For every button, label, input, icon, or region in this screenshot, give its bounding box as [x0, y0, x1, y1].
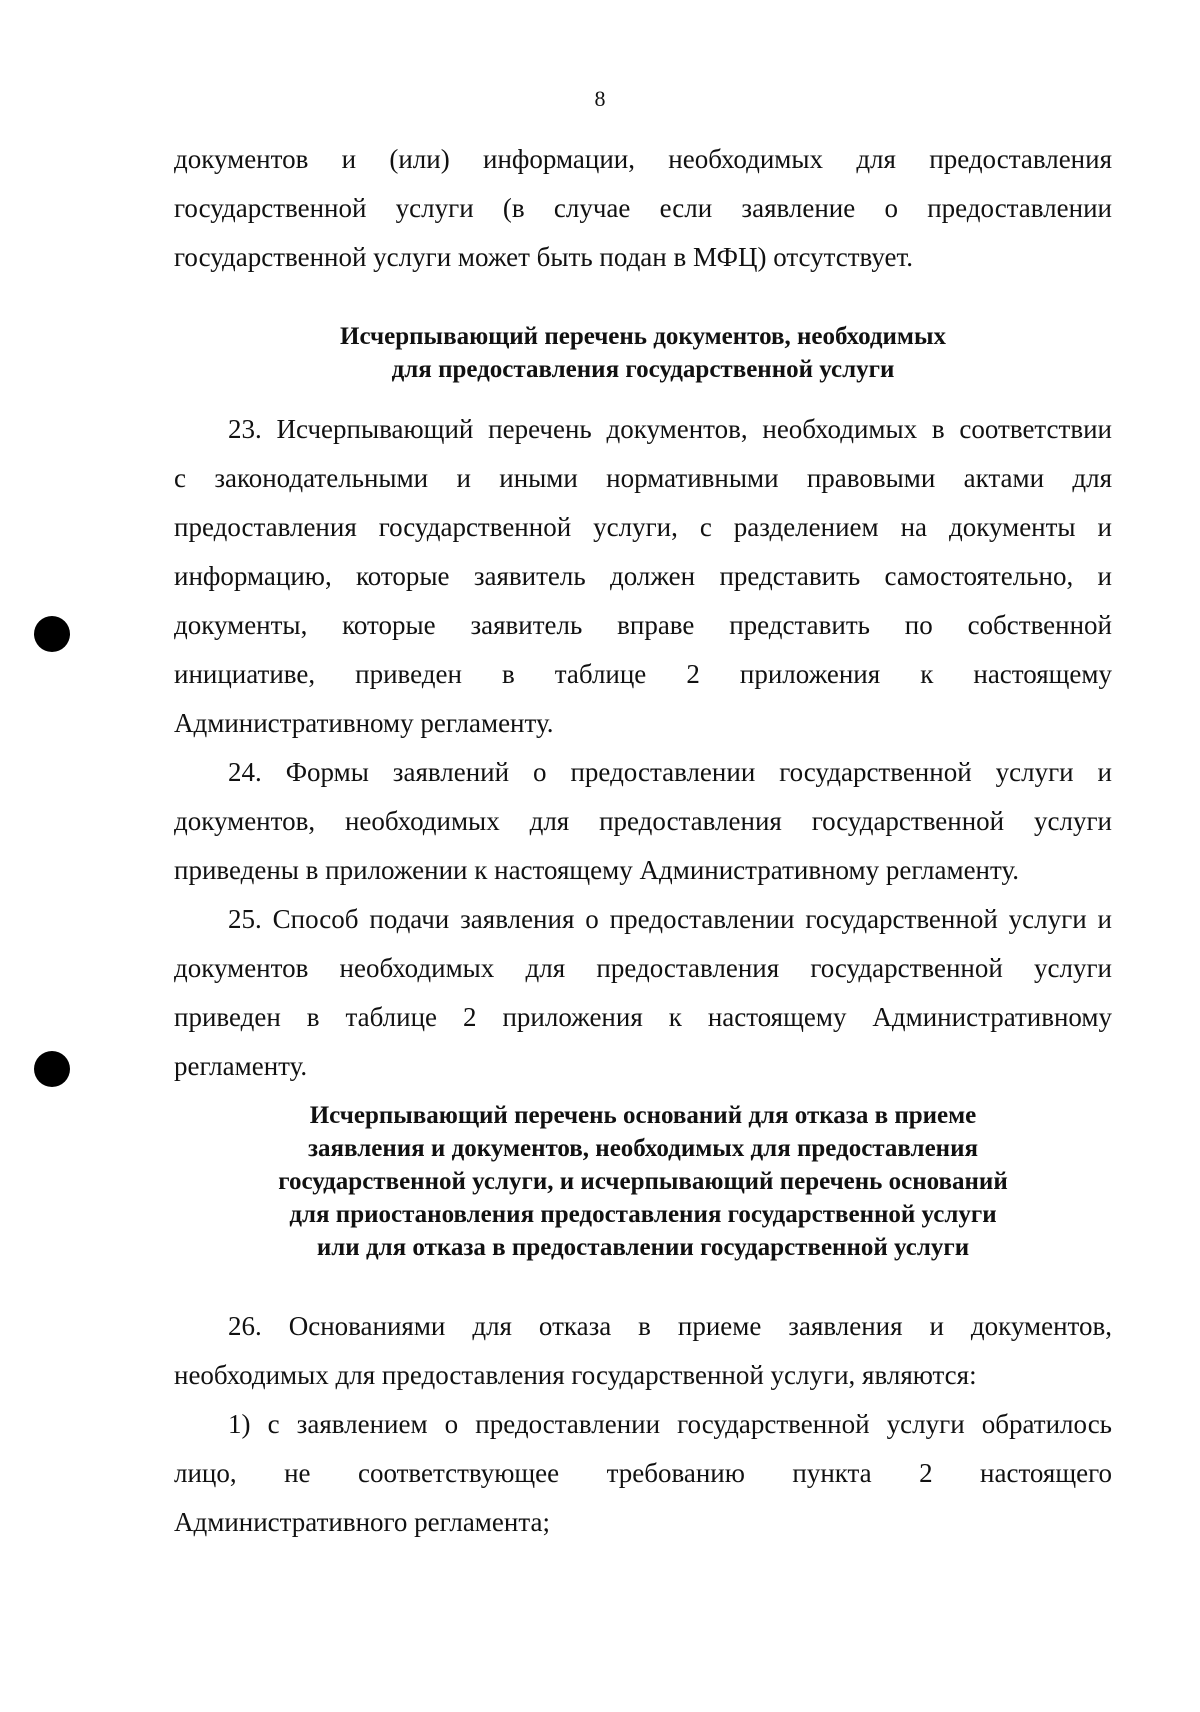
paragraph-24-line: документов, необходимых для предоставления государственной услуги [174, 806, 1112, 836]
paragraph-26-line: лицо, не соответствующее требованию пункта 2 настоящего [174, 1458, 1112, 1488]
paragraph-23-line: 23. Исчерпывающий перечень документов, необходимых в соответствии [228, 414, 1112, 444]
section-heading: Исчерпывающий перечень оснований для отказа в приеме [309, 1102, 977, 1129]
section-heading: или для отказа в предоставлении государственной услуги [316, 1234, 970, 1261]
paragraph-23-line: Административному регламенту. [174, 708, 554, 738]
text-line: государственной услуги (в случае если заявление о предоставлении [174, 193, 1112, 223]
paragraph-23-line: информацию, которые заявитель должен представить самостоятельно, и [174, 561, 1112, 591]
section-heading: государственной услуги, и исчерпывающий перечень оснований [278, 1168, 1008, 1195]
section-heading: для предоставления государственной услуги [391, 356, 895, 383]
paragraph-26-line: Административного регламента; [174, 1507, 550, 1537]
text-line: государственной услуги может быть подан в МФЦ) отсутствует. [174, 242, 913, 272]
paragraph-26-line: необходимых для предоставления государственной услуги, являются: [174, 1360, 977, 1390]
paragraph-23-line: документы, которые заявитель вправе представить по собственной [174, 610, 1112, 640]
paragraph-23-line: инициативе, приведен в таблице 2 приложения к настоящему [174, 659, 1112, 689]
section-heading: заявления и документов, необходимых для предоставления [307, 1135, 979, 1162]
paragraph-26-line: 1) с заявлением о предоставлении государственной услуги обратилось [228, 1409, 1112, 1439]
section-heading: для приостановления предоставления государственной услуги [289, 1201, 997, 1228]
paragraph-26-line: 26. Основаниями для отказа в приеме заявления и документов, [228, 1311, 1112, 1341]
paragraph-25-line: приведен в таблице 2 приложения к настоящему Административному [174, 1002, 1112, 1032]
paragraph-25-line: регламенту. [174, 1051, 308, 1081]
section-heading: Исчерпывающий перечень документов, необходимых [340, 323, 946, 350]
paragraph-23-line: с законодательными и иными нормативными правовыми актами для [174, 463, 1112, 493]
punch-hole-bottom [34, 1051, 70, 1087]
page-number: 8 [594, 86, 606, 111]
paragraph-25-line: документов необходимых для предоставления государственной услуги [174, 953, 1112, 983]
paragraph-24-line: приведены в приложении к настоящему Административному регламенту. [174, 855, 1019, 885]
punch-hole-top [34, 616, 70, 652]
paragraph-25-line: 25. Способ подачи заявления о предоставлении государственной услуги и [228, 904, 1112, 934]
paragraph-23-line: предоставления государственной услуги, с разделением на документы и [174, 512, 1112, 542]
text-line: документов и (или) информации, необходимых для предоставления [174, 144, 1112, 174]
paragraph-24-line: 24. Формы заявлений о предоставлении государственной услуги и [228, 757, 1112, 787]
